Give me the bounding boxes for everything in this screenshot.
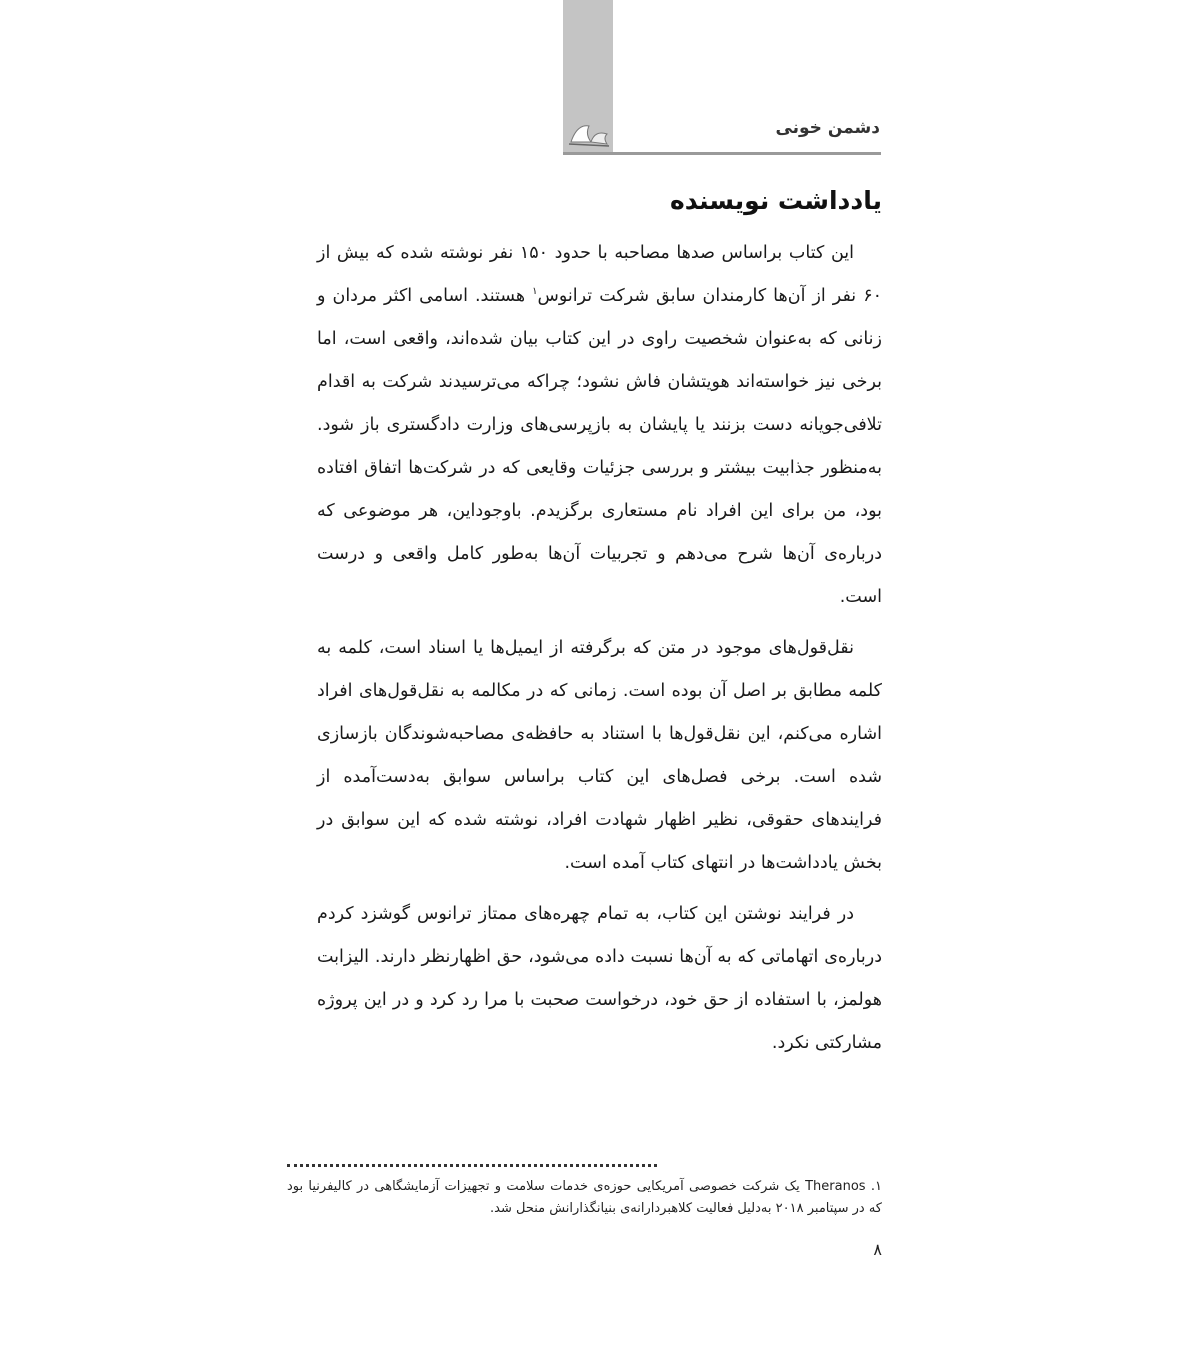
footnote-number: ۱. [870,1179,882,1194]
footnote [287,1176,882,1220]
paragraph: در فرایند نوشتن این کتاب، به تمام چهره‌های ممتاز ترانوس گوشزد کردم درباره‌ی اتهاماتی که به آن‌ها نسبت داده می‌شود، حق اظهارنظر دارند. الیزابت هولمز، با استفاده از حق خود، درخواست صحبت با مرا رد کرد و در این پروژه مشارکتی نکرد. [317,904,882,1053]
body-text [317,232,882,1073]
footnote-term: Theranos [805,1179,866,1194]
paragraph-text: هستند. اسامی اکثر مردان و زنانی که به‌عنوان شخصیت راوی در این کتاب بیان شده‌اند، واقعی است، اما برخی نیز خواسته‌اند هویتشان فاش نشود؛ چراکه می‌ترسیدند شرکت به اقدام تلافی‌جویانه دست بزنند یا پایشان به بازپرسی‌های وزارت دادگستری باز شود. به‌منظور جذابیت بیشتر و بررسی جزئیات وقایعی که در شرکت‌ها اتفاق افتاده بود، من برای این افراد نام مستعاری برگزیدم. باوجوداین، هر موضوعی که درباره‌ی آن‌ها شرح می‌دهم و تجربیات آن‌ها به‌طور کامل واقعی و درست است. [317,286,882,607]
running-title: دشمن خونی [775,118,880,138]
footnote-reference: ۱ [532,286,538,298]
chapter-title: یادداشت نویسنده [669,186,882,215]
footnote-divider [287,1164,657,1167]
header-rule [563,152,881,155]
paragraph [317,232,882,619]
paragraph: نقل‌قول‌های موجود در متن که برگرفته از ایمیل‌ها یا اسناد است، کلمه به کلمه مطابق بر اصل آن بوده است. زمانی که در مکالمه به نقل‌قول‌های افراد اشاره می‌کنم، این نقل‌قول‌ها با استناد به حافظه‌ی مصاحبه‌شوندگان بازسازی شده است. برخی فصل‌های این کتاب براساس سوابق به‌دست‌آمده از فرایندهای حقوقی، نظیر اظهار شهادت افراد، نوشته شده که این سوابق در بخش یادداشت‌ها در انتهای کتاب آمده است. [317,638,882,873]
paragraph-text: این کتاب براساس صدها مصاحبه با حدود ۱۵۰ نفر نوشته شده که بیش از ۶۰ نفر از آن‌ها کارمندان سابق شرکت ترانوس [317,243,882,306]
footnote-text: یک شرکت خصوصی آمریکایی حوزه‌ی خدمات سلامت و تجهیزات آزمایشگاهی در کالیفرنیا بود که در سپتامبر ۲۰۱۸ به‌دلیل فعالیت کلاهبردارانه‌ی بنیانگذارانش منحل شد. [287,1179,882,1216]
page-number: ۸ [873,1240,882,1259]
book-logo-icon [563,112,613,152]
